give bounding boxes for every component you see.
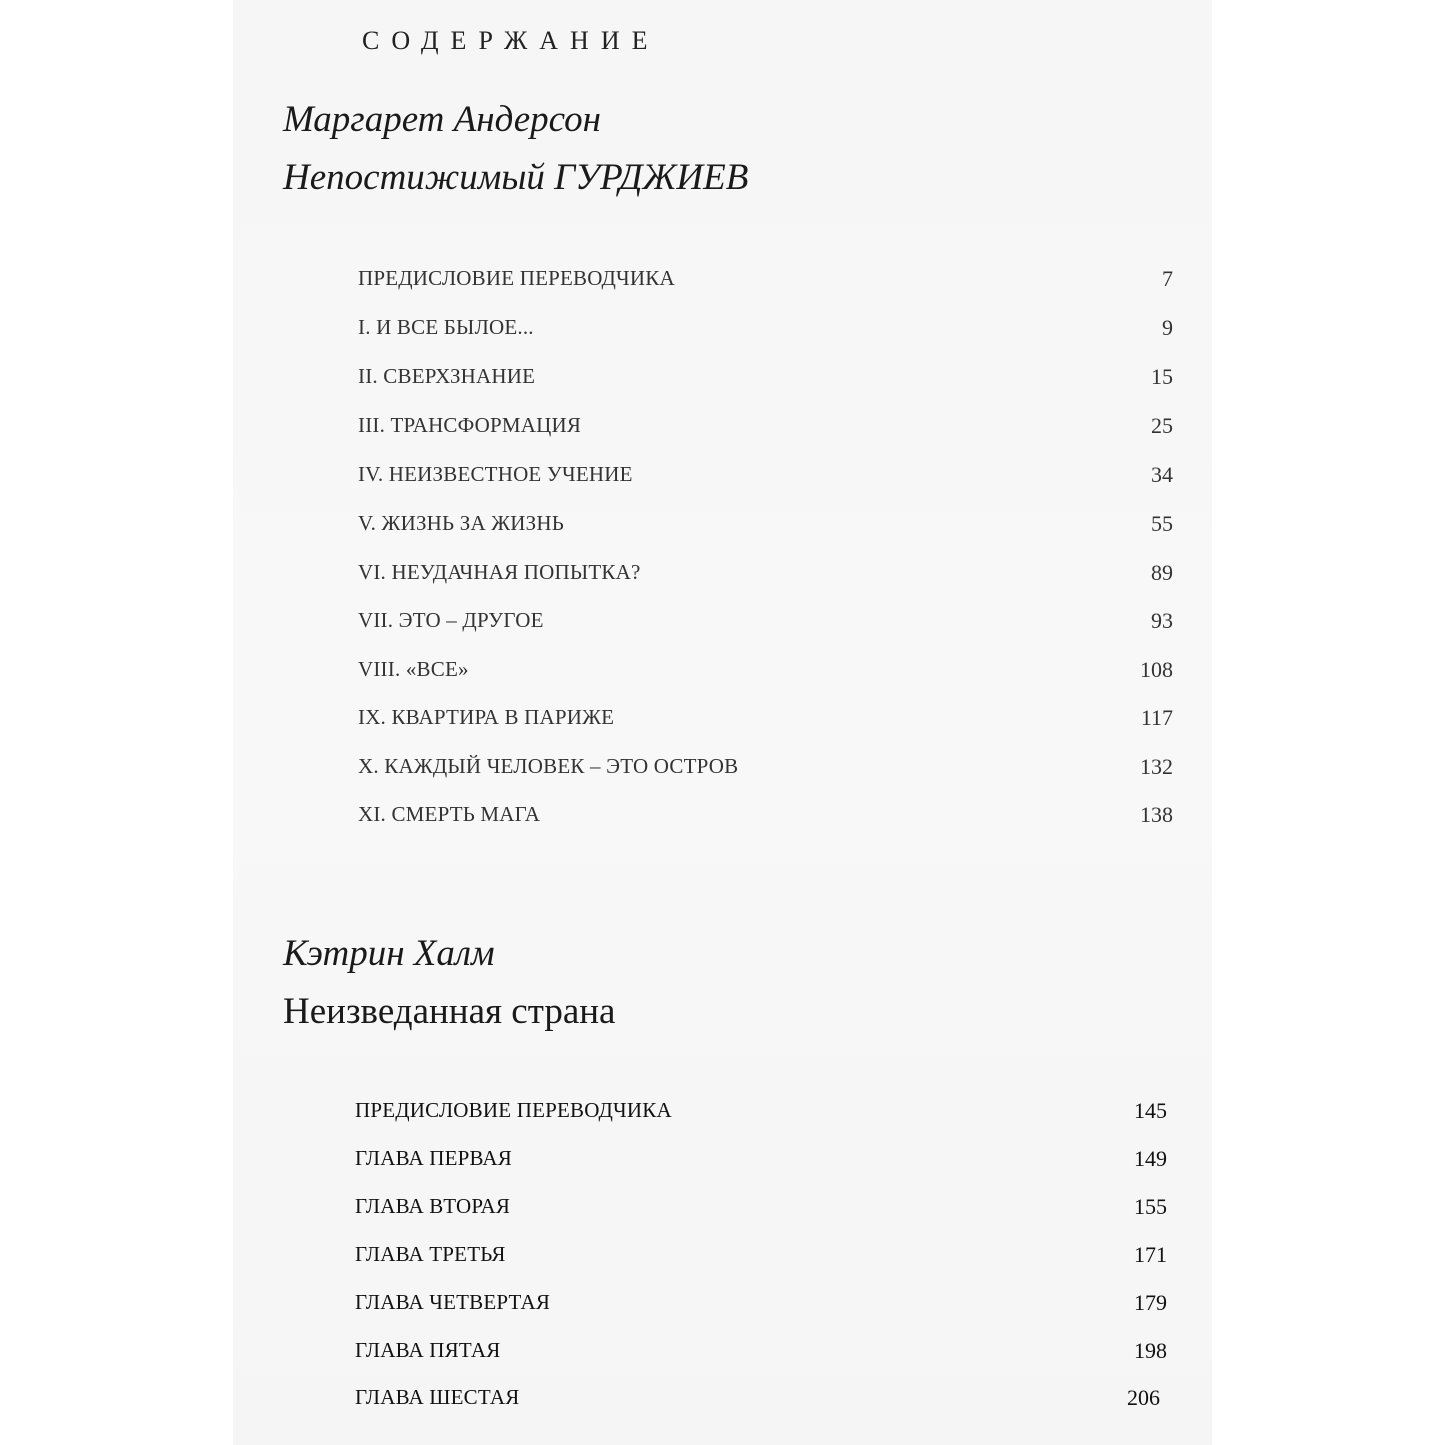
entry-label: VII. ЭТО – ДРУГОЕ bbox=[358, 608, 544, 632]
entry-label: ГЛАВА ТРЕТЬЯ bbox=[355, 1242, 506, 1266]
toc-entry[interactable] bbox=[355, 1098, 1167, 1128]
toc-entry[interactable] bbox=[358, 705, 1173, 735]
entry-label: X. КАЖДЫЙ ЧЕЛОВЕК – ЭТО ОСТРОВ bbox=[358, 754, 739, 778]
entry-label: XI. СМЕРТЬ МАГА bbox=[358, 802, 541, 826]
entry-page: 155 bbox=[1134, 1194, 1167, 1219]
toc-entry[interactable] bbox=[358, 560, 1173, 590]
toc-entry[interactable] bbox=[358, 462, 1173, 492]
section-2-author: Кэтрин Халм bbox=[283, 933, 495, 974]
entry-page: 145 bbox=[1134, 1098, 1167, 1123]
toc-entry[interactable] bbox=[358, 364, 1173, 394]
entry-label: IV. НЕИЗВЕСТНОЕ УЧЕНИЕ bbox=[358, 462, 633, 486]
entry-page: 132 bbox=[1140, 754, 1173, 779]
toc-entry[interactable] bbox=[358, 315, 1173, 345]
entry-page: 171 bbox=[1134, 1242, 1167, 1267]
toc-entry[interactable] bbox=[355, 1146, 1167, 1176]
entry-page: 55 bbox=[1151, 511, 1173, 536]
entry-label: ГЛАВА ЧЕТВЕРТАЯ bbox=[355, 1290, 551, 1314]
entry-label: ГЛАВА ПЕРВАЯ bbox=[355, 1146, 512, 1170]
section-1-author: Маргарет Андерсон bbox=[283, 99, 602, 140]
entry-page: 34 bbox=[1151, 462, 1173, 487]
toc-entry[interactable] bbox=[358, 266, 1173, 296]
toc-entry[interactable] bbox=[355, 1290, 1167, 1320]
entry-page: 117 bbox=[1140, 705, 1173, 730]
toc-entry[interactable] bbox=[355, 1385, 1160, 1415]
entry-label: ГЛАВА ШЕСТАЯ bbox=[355, 1385, 520, 1409]
section-1-title: Непостижимый ГУРДЖИЕВ bbox=[283, 157, 749, 198]
entry-page: 198 bbox=[1134, 1338, 1167, 1363]
toc-entry[interactable] bbox=[355, 1194, 1167, 1224]
entry-page: 9 bbox=[1162, 315, 1173, 340]
entry-label: IX. КВАРТИРА В ПАРИЖЕ bbox=[358, 705, 615, 729]
toc-entry[interactable] bbox=[358, 754, 1173, 784]
section-2-title: Неизведанная страна bbox=[283, 991, 616, 1032]
entry-label: VIII. «ВСЕ» bbox=[358, 657, 469, 681]
entry-page: 138 bbox=[1140, 802, 1173, 827]
entry-page: 93 bbox=[1151, 608, 1173, 633]
entry-page: 149 bbox=[1134, 1146, 1167, 1171]
entry-label: ПРЕДИСЛОВИЕ ПЕРЕВОДЧИКА bbox=[355, 1098, 672, 1122]
entry-label: II. СВЕРХЗНАНИЕ bbox=[358, 364, 536, 388]
toc-entry[interactable] bbox=[358, 802, 1173, 832]
entry-label: ГЛАВА ВТОРАЯ bbox=[355, 1194, 511, 1218]
entry-page: 108 bbox=[1140, 657, 1173, 682]
toc-entry[interactable] bbox=[358, 657, 1173, 687]
entry-label: ПРЕДИСЛОВИЕ ПЕРЕВОДЧИКА bbox=[358, 266, 675, 290]
entry-page: 15 bbox=[1151, 364, 1173, 389]
entry-page: 7 bbox=[1162, 266, 1173, 291]
toc-entry[interactable] bbox=[358, 608, 1173, 638]
toc-heading: СОДЕРЖАНИЕ bbox=[362, 26, 660, 55]
entry-page: 179 bbox=[1134, 1290, 1167, 1315]
entry-label: ГЛАВА ПЯТАЯ bbox=[355, 1338, 501, 1362]
toc-entry[interactable] bbox=[358, 413, 1173, 443]
entry-page: 206 bbox=[1127, 1385, 1160, 1410]
entry-label: III. ТРАНСФОРМАЦИЯ bbox=[358, 413, 582, 437]
entry-page: 89 bbox=[1151, 560, 1173, 585]
toc-entry[interactable] bbox=[355, 1242, 1167, 1272]
entry-label: I. И ВСЕ БЫЛОЕ... bbox=[358, 315, 534, 339]
toc-entry[interactable] bbox=[358, 511, 1173, 541]
entry-page: 25 bbox=[1151, 413, 1173, 438]
entry-label: VI. НЕУДАЧНАЯ ПОПЫТКА? bbox=[358, 560, 641, 584]
toc-entry[interactable] bbox=[355, 1338, 1167, 1368]
entry-label: V. ЖИЗНЬ ЗА ЖИЗНЬ bbox=[358, 511, 564, 535]
